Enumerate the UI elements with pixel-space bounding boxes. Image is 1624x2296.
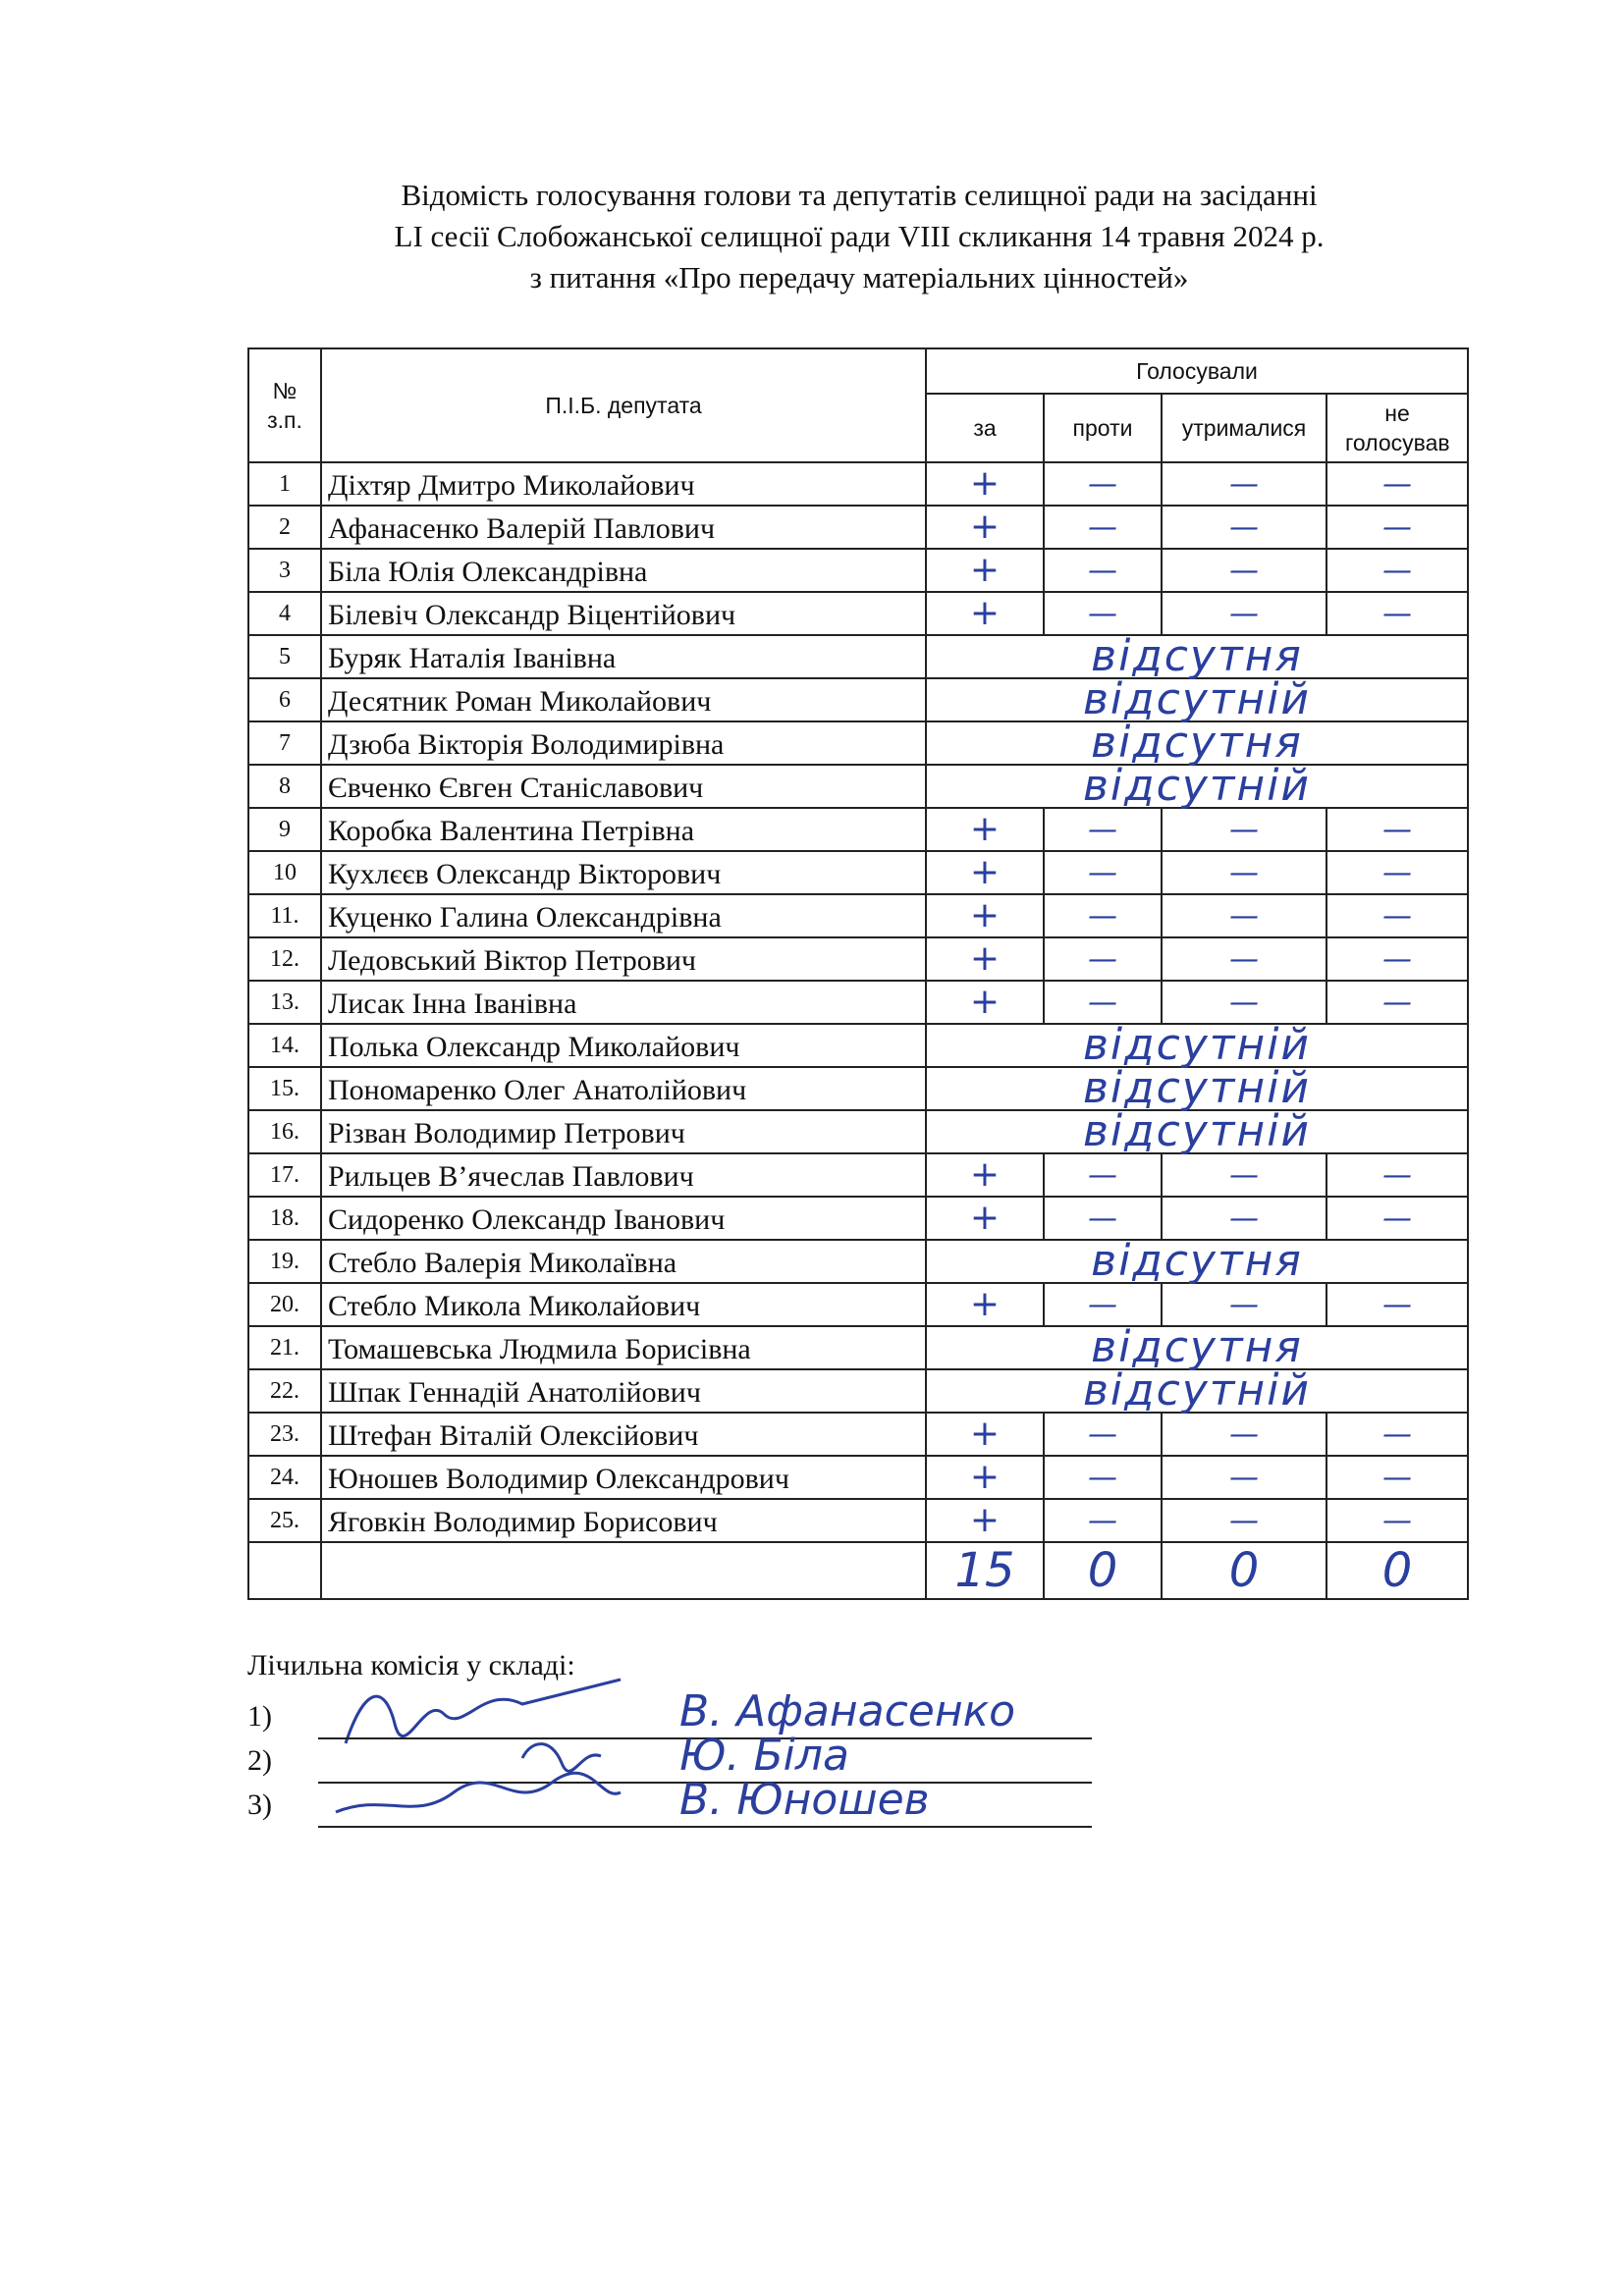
vote-for [926,1283,1044,1326]
vote-not-voted [1326,937,1468,981]
vote-abstain-mark: — [1229,1503,1259,1538]
vote-abstain-mark: — [1229,553,1259,588]
absent-cell [926,1019,1468,1070]
vote-abstain [1162,1413,1326,1456]
vote-abstain [1162,1499,1326,1542]
vote-against-mark: — [1088,941,1117,977]
vote-not-voted-mark: — [1382,1503,1412,1538]
table-row [248,678,1468,721]
deputy-name: Юношев Володимир Олександрович [321,1456,926,1499]
table-row [248,592,1468,635]
vote-against-mark: — [1088,855,1117,890]
header-name: П.І.Б. депутата [321,348,926,462]
vote-not-voted [1326,592,1468,635]
vote-for [926,1499,1044,1542]
title-line-1: Відомість голосування голови та депутатів селищної ради на засіданні [401,178,1318,212]
table-row [248,981,1468,1024]
deputy-name: Стебло Валерія Миколаївна [321,1240,926,1283]
row-number: 15. [248,1067,321,1110]
vote-not-voted-mark: — [1382,855,1412,890]
vote-against [1044,937,1162,981]
vote-for-mark: + [969,462,1001,504]
vote-not-voted [1326,808,1468,851]
deputy-name: Штефан Віталій Олексійович [321,1413,926,1456]
vote-against [1044,506,1162,549]
total-against-value: 0 [1087,1543,1118,1598]
row-number: 23. [248,1413,321,1456]
row-number: 12. [248,937,321,981]
title-line-3: з питання «Про передачу матеріальних цінностей» [529,260,1189,294]
absent-cell [926,630,1468,681]
deputy-name: Кухлєєв Олександр Вікторович [321,851,926,894]
vote-against-mark: — [1088,1460,1117,1495]
table-row [248,765,1468,808]
deputy-name: Лисак Інна Іванівна [321,981,926,1024]
row-number: 3 [248,549,321,592]
deputy-name: Різван Володимир Петрович [321,1110,926,1153]
vote-against [1044,1456,1162,1499]
deputy-name: Дзюба Вікторія Володимирівна [321,721,926,765]
vote-not-voted-mark: — [1382,1460,1412,1495]
vote-not-voted [1326,1499,1468,1542]
total-against [1044,1542,1162,1599]
vote-abstain [1162,937,1326,981]
total-not-voted [1326,1542,1468,1599]
vote-not-voted-mark: — [1382,509,1412,545]
vote-abstain-mark: — [1229,596,1259,631]
row-number: 9 [248,808,321,851]
vote-abstain-mark: — [1229,985,1259,1020]
vote-against [1044,851,1162,894]
row-number: 7 [248,721,321,765]
vote-not-voted-mark: — [1382,1201,1412,1236]
row-number: 8 [248,765,321,808]
deputy-name: Рильцев В’ячеслав Павлович [321,1153,926,1197]
table-row [248,1110,1468,1153]
vote-abstain-mark: — [1229,466,1259,502]
header-for: за [926,394,1044,462]
vote-for [926,1197,1044,1240]
vote-not-voted [1326,462,1468,506]
total-for [926,1542,1044,1599]
vote-against-mark: — [1088,812,1117,847]
row-number: 17. [248,1153,321,1197]
vote-against [1044,1413,1162,1456]
member-name: Ю. Біла [679,1731,849,1781]
vote-against [1044,1153,1162,1197]
vote-for-mark: + [969,1153,1001,1195]
deputy-name: Пономаренко Олег Анатолійович [321,1067,926,1110]
vote-not-voted-mark: — [1382,985,1412,1020]
vote-abstain-mark: — [1229,1157,1259,1193]
vote-for-mark: + [969,808,1001,849]
absent-cell [926,717,1468,768]
deputy-name: Шпак Геннадій Анатолійович [321,1369,926,1413]
deputy-name: Куценко Галина Олександрівна [321,894,926,937]
vote-abstain-mark: — [1229,941,1259,977]
vote-for [926,1413,1044,1456]
absent-cell [926,1235,1468,1286]
absent-cell [926,673,1468,724]
vote-not-voted-mark: — [1382,1157,1412,1193]
vote-abstain [1162,894,1326,937]
absent-mark: відсутній [1082,1019,1312,1070]
vote-abstain-mark: — [1229,509,1259,545]
vote-for-mark: + [969,894,1001,935]
vote-not-voted-mark: — [1382,812,1412,847]
vote-abstain [1162,1197,1326,1240]
vote-abstain [1162,1456,1326,1499]
vote-against-mark: — [1088,1416,1117,1452]
vote-abstain [1162,808,1326,851]
vote-abstain [1162,592,1326,635]
vote-for-mark: + [969,851,1001,892]
deputy-name: Буряк Наталія Іванівна [321,635,926,678]
absent-mark: відсутня [1091,1235,1303,1286]
vote-for-mark: + [969,549,1001,590]
vote-against-mark: — [1088,985,1117,1020]
deputy-name: Біла Юлія Олександрівна [321,549,926,592]
vote-abstain [1162,462,1326,506]
table-row [248,1153,1468,1197]
absent-mark: відсутній [1082,1105,1312,1156]
table-row [248,937,1468,981]
row-number: 24. [248,1456,321,1499]
commission-member [247,1775,1092,1833]
vote-for [926,506,1044,549]
vote-not-voted [1326,506,1468,549]
deputy-name: Томашевська Людмила Борисівна [321,1326,926,1369]
table-row [248,1499,1468,1542]
absent-cell [926,1321,1468,1372]
vote-for-mark: + [969,1456,1001,1497]
vote-against [1044,894,1162,937]
vote-not-voted-mark: — [1382,941,1412,977]
row-number: 20. [248,1283,321,1326]
vote-not-voted [1326,549,1468,592]
vote-against-mark: — [1088,1287,1117,1322]
header-against: проти [1044,394,1162,462]
table-row [248,721,1468,765]
absent-mark: відсутня [1091,1321,1303,1372]
header-number: № з.п. [248,348,321,462]
vote-not-voted [1326,894,1468,937]
vote-against [1044,1283,1162,1326]
absent-cell [926,1062,1468,1113]
vote-abstain [1162,1283,1326,1326]
table-row [248,894,1468,937]
vote-not-voted [1326,1413,1468,1456]
vote-against-mark: — [1088,898,1117,934]
absent-mark: відсутній [1082,673,1312,724]
absent-cell [926,760,1468,811]
total-for-value: 15 [954,1543,1015,1598]
vote-not-voted-mark: — [1382,553,1412,588]
vote-not-voted [1326,1456,1468,1499]
row-number: 22. [248,1369,321,1413]
row-number: 11. [248,894,321,937]
vote-not-voted [1326,981,1468,1024]
vote-against [1044,1499,1162,1542]
vote-abstain [1162,549,1326,592]
deputy-name: Афанасенко Валерій Павлович [321,506,926,549]
row-number: 10 [248,851,321,894]
vote-for [926,808,1044,851]
vote-for-mark: + [969,1283,1001,1324]
absent-mark: відсутній [1082,1062,1312,1113]
vote-for-mark: + [969,1499,1001,1540]
deputy-name: Десятник Роман Миколайович [321,678,926,721]
vote-for [926,894,1044,937]
table-row [248,1369,1468,1413]
absent-mark: відсутній [1082,760,1312,811]
vote-against [1044,808,1162,851]
vote-for-mark: + [969,937,1001,979]
table-row [248,506,1468,549]
table-row [248,635,1468,678]
row-number: 1 [248,462,321,506]
deputy-name: Коробка Валентина Петрівна [321,808,926,851]
vote-abstain [1162,981,1326,1024]
row-number: 5 [248,635,321,678]
row-number: 2 [248,506,321,549]
vote-abstain-mark: — [1229,855,1259,890]
vote-against-mark: — [1088,1157,1117,1193]
commission-title: Лічильна комісія у складі: [247,1649,575,1682]
title-line-2: LI сесії Слобожанської селищної ради VIII скликання 14 травня 2024 р. [394,219,1325,253]
deputy-name: Діхтяр Дмитро Миколайович [321,462,926,506]
deputy-name: Стебло Микола Миколайович [321,1283,926,1326]
table-body [248,462,1468,1542]
deputy-name: Ледовський Віктор Петрович [321,937,926,981]
table-row [248,1456,1468,1499]
member-index: 1) [247,1700,272,1733]
absent-cell [926,1364,1468,1415]
vote-against-mark: — [1088,553,1117,588]
vote-abstain-mark: — [1229,1201,1259,1236]
row-number: 13. [248,981,321,1024]
deputy-name: Яговкін Володимир Борисович [321,1499,926,1542]
member-index: 2) [247,1744,272,1777]
vote-abstain [1162,1153,1326,1197]
vote-for [926,937,1044,981]
vote-abstain-mark: — [1229,1416,1259,1452]
vote-for [926,851,1044,894]
absent-mark: відсутня [1091,717,1303,768]
vote-abstain [1162,506,1326,549]
table-row [248,1067,1468,1110]
row-number: 6 [248,678,321,721]
absent-mark: відсутній [1082,1364,1312,1415]
table-row [248,1413,1468,1456]
vote-against [1044,462,1162,506]
signature-line [318,1826,1092,1828]
row-number: 18. [248,1197,321,1240]
member-name: В. Афанасенко [679,1686,1016,1736]
table-row [248,851,1468,894]
vote-for [926,1153,1044,1197]
row-number: 14. [248,1024,321,1067]
header-voted: Голосували [926,348,1468,394]
vote-for [926,549,1044,592]
vote-against [1044,981,1162,1024]
vote-against [1044,549,1162,592]
total-num-cell [248,1542,321,1599]
table-row [248,462,1468,506]
total-name-cell [321,1542,926,1599]
vote-not-voted-mark: — [1382,1416,1412,1452]
vote-for [926,1456,1044,1499]
vote-not-voted [1326,1283,1468,1326]
table-row [248,1197,1468,1240]
deputy-name: Євченко Євген Станіславович [321,765,926,808]
vote-against-mark: — [1088,1503,1117,1538]
total-abstain-value: 0 [1228,1543,1260,1598]
member-index: 3) [247,1789,272,1821]
vote-against [1044,1197,1162,1240]
vote-not-voted-mark: — [1382,466,1412,502]
vote-not-voted [1326,851,1468,894]
deputy-name: Білевіч Олександр Віцентійович [321,592,926,635]
vote-for-mark: + [969,1413,1001,1454]
member-name: В. Юношев [679,1775,930,1825]
vote-abstain [1162,851,1326,894]
vote-against [1044,592,1162,635]
table-row [248,808,1468,851]
total-abstain [1162,1542,1326,1599]
vote-not-voted [1326,1153,1468,1197]
row-number: 16. [248,1110,321,1153]
row-number: 4 [248,592,321,635]
vote-for [926,592,1044,635]
vote-not-voted-mark: — [1382,1287,1412,1322]
vote-not-voted [1326,1197,1468,1240]
total-not-voted-value: 0 [1381,1543,1413,1598]
vote-for-mark: + [969,981,1001,1022]
vote-for [926,462,1044,506]
table-row [248,1283,1468,1326]
table-row [248,549,1468,592]
signature-scribble [326,1763,640,1842]
vote-abstain-mark: — [1229,812,1259,847]
vote-abstain-mark: — [1229,898,1259,934]
vote-against-mark: — [1088,1201,1117,1236]
header-not-voted: не голосував [1326,394,1468,462]
vote-abstain-mark: — [1229,1460,1259,1495]
vote-for-mark: + [969,1197,1001,1238]
deputy-name: Полька Олександр Миколайович [321,1024,926,1067]
table-row [248,1024,1468,1067]
row-number: 21. [248,1326,321,1369]
vote-not-voted-mark: — [1382,898,1412,934]
vote-not-voted-mark: — [1382,596,1412,631]
vote-abstain-mark: — [1229,1287,1259,1322]
deputy-name: Сидоренко Олександр Іванович [321,1197,926,1240]
table-row [248,1240,1468,1283]
table-row [248,1326,1468,1369]
vote-against-mark: — [1088,466,1117,502]
vote-against-mark: — [1088,509,1117,545]
absent-mark: відсутня [1091,630,1303,681]
vote-for [926,981,1044,1024]
vote-for-mark: + [969,506,1001,547]
absent-cell [926,1105,1468,1156]
vote-against-mark: — [1088,596,1117,631]
voting-table [247,347,1469,1600]
row-number: 19. [248,1240,321,1283]
header-abstain: утрималися [1162,394,1326,462]
row-number: 25. [248,1499,321,1542]
vote-for-mark: + [969,592,1001,633]
